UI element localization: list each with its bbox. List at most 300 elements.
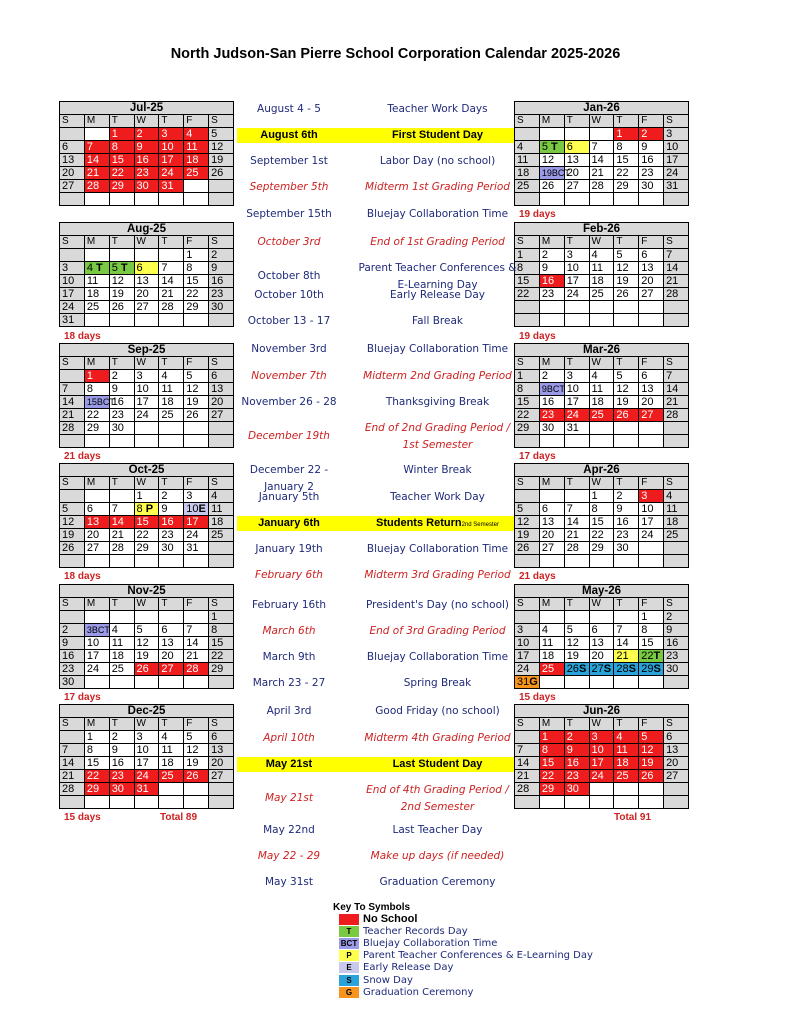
day-cell: 1 bbox=[515, 370, 540, 383]
event-date: September 1st bbox=[250, 155, 328, 167]
day-cell: 11 bbox=[589, 262, 614, 275]
day-cell: 28 bbox=[109, 542, 134, 555]
day-cell: 12 bbox=[184, 383, 209, 396]
day-cell bbox=[564, 128, 589, 141]
day-cell: 19BCT bbox=[539, 167, 564, 180]
event-description: Bluejay Collaboration Time bbox=[366, 651, 509, 663]
event-date: December 22 - January 2 bbox=[249, 464, 329, 493]
day-cell: 15 bbox=[134, 516, 159, 529]
day-cell: 13 bbox=[209, 383, 234, 396]
day-cell: 15 bbox=[209, 637, 234, 650]
calendar-may bbox=[514, 584, 689, 689]
day-cell: 12 bbox=[60, 516, 85, 529]
weekday-header: T bbox=[614, 236, 639, 249]
day-cell: 22 bbox=[184, 288, 209, 301]
calendar-feb bbox=[514, 222, 689, 327]
weekday-header: T bbox=[159, 357, 184, 370]
day-cell: 8 bbox=[614, 141, 639, 154]
day-cell: 26 bbox=[184, 409, 209, 422]
day-cell: 11 bbox=[184, 141, 209, 154]
day-cell bbox=[84, 555, 109, 568]
day-cell: 31 bbox=[664, 180, 689, 193]
day-cell: 28 bbox=[159, 301, 184, 314]
day-cell: 22 bbox=[109, 167, 134, 180]
day-cell: 23 bbox=[539, 409, 564, 422]
day-cell bbox=[159, 555, 184, 568]
weekday-header: F bbox=[184, 236, 209, 249]
weekday-header: T bbox=[564, 477, 589, 490]
day-cell: 11 bbox=[614, 744, 639, 757]
day-cell: 15 bbox=[539, 757, 564, 770]
key-label: Teacher Records Day bbox=[363, 925, 468, 937]
day-cell: 31 bbox=[184, 542, 209, 555]
day-cell: 12 bbox=[134, 637, 159, 650]
day-cell: 5 bbox=[134, 624, 159, 637]
day-cell: 30 bbox=[539, 422, 564, 435]
day-cell bbox=[84, 249, 109, 262]
event-date: January 6th bbox=[258, 517, 320, 529]
day-cell: 24 bbox=[60, 301, 85, 314]
day-cell: 25 bbox=[589, 288, 614, 301]
day-cell: 18 bbox=[589, 275, 614, 288]
day-cell: 8 bbox=[539, 744, 564, 757]
month-day-count: 19 days bbox=[519, 209, 556, 220]
day-cell: 16 bbox=[60, 650, 85, 663]
weekday-header: T bbox=[564, 236, 589, 249]
day-cell: 22 bbox=[209, 650, 234, 663]
weekday-header: W bbox=[589, 718, 614, 731]
day-cell: 17 bbox=[134, 757, 159, 770]
day-cell: 16 bbox=[539, 275, 564, 288]
day-cell bbox=[639, 555, 664, 568]
day-cell: 28 bbox=[564, 542, 589, 555]
day-cell bbox=[209, 193, 234, 206]
day-cell: 9 bbox=[134, 141, 159, 154]
weekday-header: W bbox=[589, 477, 614, 490]
event-date: March 9th bbox=[262, 651, 316, 663]
day-cell: 21 bbox=[664, 396, 689, 409]
day-cell bbox=[589, 314, 614, 327]
weekday-header: S bbox=[209, 477, 234, 490]
day-cell: 31G bbox=[515, 676, 540, 689]
event-description: Teacher Work Days bbox=[387, 103, 488, 115]
event-description: Students Return2nd Semester bbox=[376, 517, 499, 529]
day-cell: 11 bbox=[159, 744, 184, 757]
weekday-header: M bbox=[539, 718, 564, 731]
event-date: May 21st bbox=[265, 792, 313, 804]
day-cell: 24 bbox=[564, 409, 589, 422]
day-cell: 27 bbox=[134, 301, 159, 314]
day-cell bbox=[664, 676, 689, 689]
weekday-header: M bbox=[84, 236, 109, 249]
day-cell: 9 bbox=[664, 624, 689, 637]
event-description-line2: 1st Semester bbox=[402, 439, 473, 451]
day-cell bbox=[564, 301, 589, 314]
day-cell: 20 bbox=[639, 275, 664, 288]
day-cell: 16 bbox=[639, 154, 664, 167]
day-cell: 29 bbox=[134, 542, 159, 555]
day-cell: 24 bbox=[84, 663, 109, 676]
weekday-header: T bbox=[614, 718, 639, 731]
day-cell bbox=[159, 314, 184, 327]
weekday-header: W bbox=[134, 115, 159, 128]
weekday-header: M bbox=[84, 477, 109, 490]
day-cell bbox=[184, 676, 209, 689]
day-cell: 6 bbox=[639, 370, 664, 383]
day-cell: 11 bbox=[84, 275, 109, 288]
month-title: Aug-25 bbox=[60, 223, 234, 236]
day-cell: 7 bbox=[60, 383, 85, 396]
day-cell: 29 bbox=[589, 542, 614, 555]
event-description: Graduation Ceremony bbox=[379, 876, 496, 888]
day-cell: 20 bbox=[159, 650, 184, 663]
weekday-header: S bbox=[664, 598, 689, 611]
day-cell: 2 bbox=[209, 249, 234, 262]
day-cell: 31 bbox=[134, 783, 159, 796]
day-cell bbox=[664, 301, 689, 314]
day-cell: 27 bbox=[639, 409, 664, 422]
day-cell: 10 bbox=[664, 141, 689, 154]
day-cell: 25 bbox=[515, 180, 540, 193]
weekday-header: F bbox=[639, 236, 664, 249]
key-label: Graduation Ceremony bbox=[363, 986, 474, 998]
day-cell bbox=[639, 193, 664, 206]
day-cell bbox=[664, 435, 689, 448]
weekday-header: S bbox=[60, 477, 85, 490]
day-cell bbox=[134, 249, 159, 262]
day-cell: 27 bbox=[159, 663, 184, 676]
day-cell: 9 bbox=[109, 383, 134, 396]
day-cell: 21 bbox=[589, 167, 614, 180]
day-cell: 7 bbox=[664, 370, 689, 383]
weekday-header: T bbox=[614, 357, 639, 370]
day-cell: 22T bbox=[639, 650, 664, 663]
day-cell: 24 bbox=[184, 529, 209, 542]
key-label: Snow Day bbox=[363, 974, 413, 986]
day-cell bbox=[184, 193, 209, 206]
event-date: February 16th bbox=[252, 599, 326, 611]
day-cell: 13 bbox=[639, 262, 664, 275]
day-cell: 14 bbox=[664, 262, 689, 275]
day-cell: 18 bbox=[109, 650, 134, 663]
event-date: November 26 - 28 bbox=[241, 396, 337, 408]
day-cell bbox=[84, 128, 109, 141]
day-cell bbox=[564, 611, 589, 624]
day-cell: 7 bbox=[109, 503, 134, 516]
day-cell: 24 bbox=[134, 770, 159, 783]
key-item bbox=[333, 950, 593, 962]
weekday-header: M bbox=[539, 477, 564, 490]
day-cell bbox=[589, 301, 614, 314]
day-cell bbox=[84, 435, 109, 448]
event-description: Midterm 1st Grading Period bbox=[365, 181, 510, 193]
day-cell: 24 bbox=[664, 167, 689, 180]
day-cell bbox=[209, 676, 234, 689]
day-cell: 8 bbox=[84, 744, 109, 757]
weekday-header: W bbox=[134, 477, 159, 490]
event-date: January 19th bbox=[255, 543, 323, 555]
weekday-header: F bbox=[639, 477, 664, 490]
weekday-header: T bbox=[109, 115, 134, 128]
day-cell bbox=[664, 555, 689, 568]
day-cell: 13 bbox=[84, 516, 109, 529]
day-cell: 25 bbox=[159, 409, 184, 422]
weekday-header: F bbox=[184, 477, 209, 490]
weekday-header: F bbox=[184, 357, 209, 370]
day-cell bbox=[159, 783, 184, 796]
day-cell: 27 bbox=[639, 288, 664, 301]
event-date: May 22nd bbox=[263, 824, 315, 836]
calendar-sep bbox=[59, 343, 234, 448]
day-cell: 10 bbox=[159, 141, 184, 154]
day-cell: 7 bbox=[159, 262, 184, 275]
day-cell bbox=[614, 314, 639, 327]
day-cell: 17 bbox=[184, 516, 209, 529]
day-cell: 10 bbox=[134, 383, 159, 396]
day-cell: 5 T bbox=[539, 141, 564, 154]
day-cell: 6 bbox=[564, 141, 589, 154]
day-cell: 28 bbox=[60, 422, 85, 435]
day-cell bbox=[564, 435, 589, 448]
day-cell bbox=[159, 796, 184, 809]
day-cell bbox=[614, 555, 639, 568]
calendar-aug bbox=[59, 222, 234, 327]
month-day-count: 15 days bbox=[519, 692, 556, 703]
day-cell: 9 bbox=[209, 262, 234, 275]
day-cell: 1 bbox=[209, 611, 234, 624]
event-description: Bluejay Collaboration Time bbox=[366, 543, 509, 555]
event-description: Early Release Day bbox=[390, 289, 485, 301]
day-cell: 14 bbox=[84, 154, 109, 167]
day-cell: 3 bbox=[184, 490, 209, 503]
weekday-header: M bbox=[84, 357, 109, 370]
day-cell: 14 bbox=[614, 637, 639, 650]
day-cell: 28 bbox=[184, 663, 209, 676]
day-cell: 10 bbox=[589, 744, 614, 757]
day-cell: 8 bbox=[515, 262, 540, 275]
day-cell: 10 bbox=[639, 503, 664, 516]
day-cell: 21 bbox=[159, 288, 184, 301]
day-cell: 15 bbox=[515, 396, 540, 409]
day-cell: 27 bbox=[60, 180, 85, 193]
weekday-header: M bbox=[84, 115, 109, 128]
day-cell: 28S bbox=[614, 663, 639, 676]
day-cell bbox=[209, 796, 234, 809]
day-cell: 26 bbox=[614, 409, 639, 422]
day-cell: 13 bbox=[589, 637, 614, 650]
day-cell: 4 bbox=[159, 731, 184, 744]
day-cell: 27 bbox=[564, 180, 589, 193]
event-description: Midterm 4th Grading Period bbox=[364, 732, 511, 744]
day-cell: 28 bbox=[664, 288, 689, 301]
day-cell bbox=[134, 555, 159, 568]
day-cell bbox=[60, 435, 85, 448]
day-cell bbox=[60, 490, 85, 503]
month-title: Jun-26 bbox=[515, 705, 689, 718]
weekday-header: S bbox=[515, 598, 540, 611]
weekday-header: S bbox=[60, 115, 85, 128]
day-cell: 19 bbox=[184, 396, 209, 409]
day-cell: 6 bbox=[539, 503, 564, 516]
day-cell: 20 bbox=[589, 650, 614, 663]
day-cell bbox=[109, 490, 134, 503]
day-cell bbox=[109, 796, 134, 809]
weekday-header: S bbox=[515, 477, 540, 490]
weekday-header: S bbox=[515, 236, 540, 249]
day-cell: 23 bbox=[60, 663, 85, 676]
day-cell: 29 bbox=[84, 783, 109, 796]
day-cell bbox=[564, 314, 589, 327]
month-day-count: 17 days bbox=[519, 451, 556, 462]
day-cell: 30 bbox=[134, 180, 159, 193]
key-label: Parent Teacher Conferences & E-Learning Day bbox=[363, 950, 593, 962]
day-cell: 1 bbox=[84, 731, 109, 744]
day-cell: 20 bbox=[209, 396, 234, 409]
day-cell bbox=[209, 180, 234, 193]
day-cell: 20 bbox=[664, 757, 689, 770]
day-cell: 19 bbox=[134, 650, 159, 663]
day-cell bbox=[134, 193, 159, 206]
day-cell bbox=[109, 676, 134, 689]
day-cell: 18 bbox=[84, 288, 109, 301]
day-cell: 1 bbox=[84, 370, 109, 383]
event-date: May 22 - 29 bbox=[257, 850, 321, 862]
day-cell: 1 bbox=[515, 249, 540, 262]
day-cell: 15 bbox=[109, 154, 134, 167]
day-cell: 31 bbox=[159, 180, 184, 193]
day-cell bbox=[184, 422, 209, 435]
day-cell: 3 bbox=[134, 370, 159, 383]
day-cell: 31 bbox=[60, 314, 85, 327]
semester-total: Total 91 bbox=[614, 812, 652, 823]
day-cell bbox=[134, 796, 159, 809]
day-cell bbox=[589, 422, 614, 435]
event-description: Labor Day (no school) bbox=[379, 155, 496, 167]
weekday-header: T bbox=[109, 477, 134, 490]
day-cell: 15 bbox=[84, 757, 109, 770]
day-cell: 7 bbox=[515, 744, 540, 757]
day-cell: 14 bbox=[109, 516, 134, 529]
day-cell: 11 bbox=[539, 637, 564, 650]
day-cell: 4 bbox=[589, 370, 614, 383]
event-description: Midterm 3rd Grading Period bbox=[364, 569, 511, 581]
day-cell: 13 bbox=[639, 383, 664, 396]
day-cell: 18 bbox=[539, 650, 564, 663]
weekday-header: M bbox=[539, 115, 564, 128]
day-cell: 20 bbox=[639, 396, 664, 409]
day-cell bbox=[134, 314, 159, 327]
day-cell bbox=[589, 128, 614, 141]
day-cell bbox=[84, 796, 109, 809]
day-cell bbox=[60, 193, 85, 206]
weekday-header: W bbox=[589, 598, 614, 611]
day-cell: 30 bbox=[109, 422, 134, 435]
day-cell bbox=[614, 611, 639, 624]
day-cell: 10 bbox=[84, 637, 109, 650]
day-cell: 25 bbox=[209, 529, 234, 542]
weekday-header: M bbox=[84, 598, 109, 611]
key-item bbox=[333, 925, 593, 937]
event-date: February 6th bbox=[255, 569, 323, 581]
event-date: April 3rd bbox=[266, 705, 312, 717]
day-cell: 10 bbox=[515, 637, 540, 650]
day-cell: 22 bbox=[134, 529, 159, 542]
event-date: November 3rd bbox=[251, 343, 327, 355]
day-cell bbox=[159, 193, 184, 206]
day-cell bbox=[564, 676, 589, 689]
weekday-header: T bbox=[159, 236, 184, 249]
day-cell: 9 bbox=[564, 744, 589, 757]
weekday-header: S bbox=[664, 718, 689, 731]
day-cell bbox=[539, 301, 564, 314]
event-description: President's Day (no school) bbox=[365, 599, 510, 611]
day-cell bbox=[589, 435, 614, 448]
weekday-header: S bbox=[664, 115, 689, 128]
weekday-header: T bbox=[159, 598, 184, 611]
day-cell bbox=[539, 555, 564, 568]
day-cell: 4 bbox=[539, 624, 564, 637]
day-cell: 11 bbox=[589, 383, 614, 396]
day-cell: 23 bbox=[639, 167, 664, 180]
day-cell: 9 bbox=[109, 744, 134, 757]
day-cell: 7 bbox=[614, 624, 639, 637]
day-cell bbox=[60, 555, 85, 568]
event-description: End of 4th Grading Period / 2nd Semester bbox=[366, 784, 509, 813]
day-cell: 17 bbox=[639, 516, 664, 529]
day-cell: 12 bbox=[639, 744, 664, 757]
day-cell: 2 bbox=[664, 611, 689, 624]
day-cell bbox=[589, 783, 614, 796]
day-cell: 18 bbox=[159, 396, 184, 409]
day-cell bbox=[614, 435, 639, 448]
day-cell bbox=[539, 796, 564, 809]
day-cell: 30 bbox=[209, 301, 234, 314]
day-cell: 6 bbox=[664, 731, 689, 744]
weekday-header: T bbox=[109, 718, 134, 731]
calendar-mar bbox=[514, 343, 689, 448]
day-cell: 13 bbox=[159, 637, 184, 650]
day-cell bbox=[134, 435, 159, 448]
day-cell: 21 bbox=[184, 650, 209, 663]
day-cell: 11 bbox=[664, 503, 689, 516]
event-description: End of 3rd Grading Period bbox=[369, 625, 506, 637]
weekday-header: S bbox=[664, 357, 689, 370]
day-cell: 26 bbox=[109, 301, 134, 314]
month-day-count: 15 days bbox=[64, 812, 101, 823]
weekday-header: M bbox=[539, 357, 564, 370]
symbol-key bbox=[333, 902, 593, 998]
day-cell: 16 bbox=[614, 516, 639, 529]
day-cell: 11 bbox=[109, 637, 134, 650]
day-cell: 22 bbox=[589, 529, 614, 542]
day-cell: 12 bbox=[515, 516, 540, 529]
day-cell: 29 bbox=[184, 301, 209, 314]
day-cell: 19 bbox=[639, 757, 664, 770]
day-cell: 4 bbox=[614, 731, 639, 744]
day-cell: 13 bbox=[564, 154, 589, 167]
event-description: Spring Break bbox=[403, 677, 472, 689]
day-cell: 16 bbox=[109, 757, 134, 770]
event-description: Last Teacher Day bbox=[392, 824, 483, 836]
day-cell bbox=[639, 301, 664, 314]
day-cell: 25 bbox=[109, 663, 134, 676]
day-cell: 8 bbox=[639, 624, 664, 637]
day-cell: 29 bbox=[539, 783, 564, 796]
day-cell: 26 bbox=[614, 288, 639, 301]
day-cell: 19 bbox=[60, 529, 85, 542]
day-cell: 18 bbox=[614, 757, 639, 770]
day-cell bbox=[184, 611, 209, 624]
